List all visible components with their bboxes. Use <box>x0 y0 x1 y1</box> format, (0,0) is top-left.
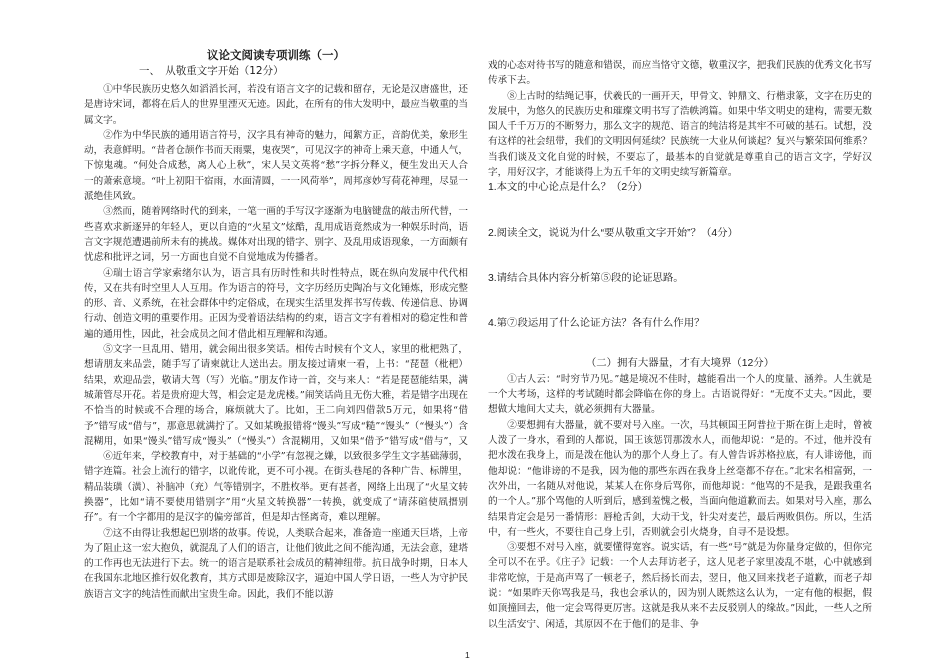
paragraph: ⑥近年来，学校教育中，对于基础的“小学”有忽视之嫌，以致很多学生文字基础薄弱，错字连篇。社会上流行的错字，以讹传讹，更不可小视。在街头巷尾的各种广告、标牌里，精品装璜（潢）、补脑冲（充）气等错别字，不胜枚举。更有甚者，网络上出现了“火星文转换器”，比如“请不要使用错别字”用“火星文转换器”一转换，就变成了“请莯碹使凮搢别孖”。有一个字都用的是汉字的偏旁部首，但是却古怪离奇，难以理解。 <box>84 451 468 524</box>
left-column <box>84 82 468 602</box>
paragraph: ③要想不对号入座，就要懂得宽容。说实话，有一些“号”就是为你量身定做的，但你完全可以不在乎。《庄子》记载：一个人去拜访老子，这人见老子家里凌乱不堪，心中就感到非常吃惊，于是高声骂了一顿老子，然后扬长而去，翌日，他又回来找老子道歉，而老子却说：“如果昨天你骂我是马，我也会承认的，因为别人既然这么认为，一定有他的根据，假如顶撞回去，他一定会骂得更厉害。这就是我从来不去反驳别人的缘故。”因此，一些人之所以生活安宁、闲适，其原因不在于他们的是非、争 <box>488 542 872 630</box>
page-number: 1 <box>465 650 470 660</box>
answer-space <box>488 241 872 271</box>
paragraph: ④瑞士语言学家索绪尔认为，语言具有历时性和共时性特点，既在纵向发展中代代相传，又在共有时空里人人互用。作为语言的符号，文字历经历史陶冶与文化锤炼，形成完整的形、音、义系统，在社会群体中约定俗成，在现实生活里发挥书写传载、传递信息、协调行动、创造文明的重要作用。正因为受着语法结构的约束，语言文字有着相对的稳定性和普遍的通用性，因此，社会成员之间才借此相互理解和沟通。 <box>84 267 468 340</box>
question-3: 3.请结合具体内容分析第⑤段的论证思路。 <box>488 272 684 284</box>
question-4: 4.第⑦段运用了什么论证方法？各有什么作用？ <box>488 318 705 330</box>
section-one-heading: 一、 从敬重文字开始（12分） <box>139 65 284 77</box>
paragraph: ①中华民族历史悠久如滔滔长河，若没有语言文字的记载和留存，无论是汉唐盛世，还是唐诗宋词，都将在后人的世界里湮灭无迹。因此，在所有的伟大发明中，最应当敬重的当属文字。 <box>84 84 468 126</box>
paragraph: ②要想拥有大器量，就不要对号入座。一次，马其顿国王阿普拉于斯在街上走时，曾被人泼了一身水，看到的人都说，国王该惩罚那泼水人，而他却说：“是的。不过，他并没有把水泼在我身上，而是泼在他认为的那个人身上了。有人曾告诉苏格拉底，有人诽谤他，而他却说：“他诽谤的不是我，因为他的那些东西在我身上丝毫都不存在。”北宋名相富弼，一次外出，一名随从对他说，某某人在你身后骂你，而他却说：“他骂的不是我，是跟我重名的一个人。”那个骂他的人听到后，感到羞愧之极，当面向他道歉而去。如果对号入座，那么结果肯定会是另一番情形：唇枪舌剑，大动干戈，针尖对麦芒，最后两败俱伤。所以，生活中，有一些火，不要往自己身上引，否则就会引火烧身，自寻不是设想。 <box>488 419 872 538</box>
paragraph: ①古人云：“时穷节乃见。”越是境况不佳时，越能看出一个人的度量、涵养。人生就是一个大考场，这样的考试随时都会降临在你的身上。古语说得好：“无度不丈夫。”因此，要想做大地间大丈夫，就必须拥有大器量。 <box>488 373 872 416</box>
paragraph: 戏的心态对待书写的随意和错误，而应当恪守文德，敬重汉字，把我们民族的优秀文化书写传承下去。 <box>488 60 872 87</box>
section-two-heading: （二）拥有大器量，才有大境界（12分） <box>585 357 775 369</box>
question-2: 2.阅读全文，说说为什么“要从敬重文字开始”？（4分） <box>488 227 738 239</box>
right-column <box>488 58 872 632</box>
page-title: 议论文阅读专项训练（一） <box>207 48 345 62</box>
paragraph: ⑧上古时的结绳记事，伏羲氏的一画开天，甲骨文、钟鼎文、行楷隶篆，文字在历史的发展中，为悠久的民族历史和璀璨文明书写了浩帙鸿篇。如果中华文明史的建构，需要无数国人千千万万的不断努力，那么文字的规范、语言的纯洁将是其牢不可破的基石。试想，没有这样的社会纽带，我们的文明因何延续？民族统一大业从何谈起？复兴与繁荣国何维系？当我们谈及文化自觉的时候，不要忘了，最基本的自觉就是尊重自己的语言文字，学好汉字，用好汉字，才能谈得上为五千年的文明史续写新篇章。 <box>488 90 872 179</box>
answer-space <box>488 196 872 226</box>
paragraph: ⑤文字一旦乱用、错用，就会闹出很多笑话。相传古时候有个文人，家里的枇杷熟了，想请朋友来品尝，随手写了请柬就让人送出去。朋友接过请柬一看，上书：“琵琶（枇杷）结果，欢迎品尝，敬请大驾（写）光临。”朋友作诗一首，交与来人：“若是琵琶能结果，满城萧管尽开花。若是贵府迎大驾，相会定是龙虎楼。”闹笑话尚且无伤大雅，若是错字出现在不恰当的时候或不合理的场合，麻烦就大了。比如，王二向刘四借款5万元，如果将“借予”错写成“借与”，那意思就满拧了。又如某晚报错将“馒头”写成“糙”“馒头”（“慢头”）含混糊用，如果“馒头”错写成“馒头”（“慢头”）含混糊用，又如果“借予”错写成“借与”，又 <box>84 344 468 447</box>
paragraph: ⑦这不由得让我想起巴别塔的故事。传说，人类联合起来，准备造一座通天巨塔，上帝为了阻止这一宏大抱负，就混乱了人们的语言，让他们彼此之间不能沟通，无法会意，建塔的工作再也无法进行下去。统一的语言是联系社会成员的精神纽带。抗日战争时期，日本人在我国东北地区推行奴化教育，其方式即是废除汉字，逼迫中国人学日语，一些人为守护民族语言文字的纯洁性而献出宝贵生命。因此，我们不能以游 <box>84 527 468 600</box>
question-1: 1.本文的中心论点是什么？（2分） <box>488 182 648 194</box>
answer-space <box>488 286 872 316</box>
paragraph: ③然而，随着网络时代的到来，一笔一画的手写汉字逐渐为电脑键盘的敲击所代替，一些喜欢求新逐异的年轻人，更以自造的“火星文”炫酷，乱用成语竟然成为一种娱乐时尚，语言文字规范遭遇前所未有的挑战。媒体对出现的错字、别字、及乱用成语现象，一方面颇有忧虑和批评之词，另一方面也自觉不自觉地成为传播者。 <box>84 206 468 264</box>
answer-space <box>488 332 872 354</box>
paragraph: ②作为中华民族的通用语言符号，汉字具有神奇的魅力，闻絮方正，音韵优美，象形生动，表意鲜明。“昔者仓颉作书而天雨粟，鬼夜哭”，可见汉字的神奇上乘天意，中通人气，下惊鬼魂。“何处合成愁，离人心上秋”，宋人吴文英将“愁”字拆分释义，便生发出天人合一的萧索意境。“叶上初阳干宿雨，水面清圆，一一风荷举”，周邦彦妙写荷花神理，尽显一派绝佳风致。 <box>84 129 468 203</box>
